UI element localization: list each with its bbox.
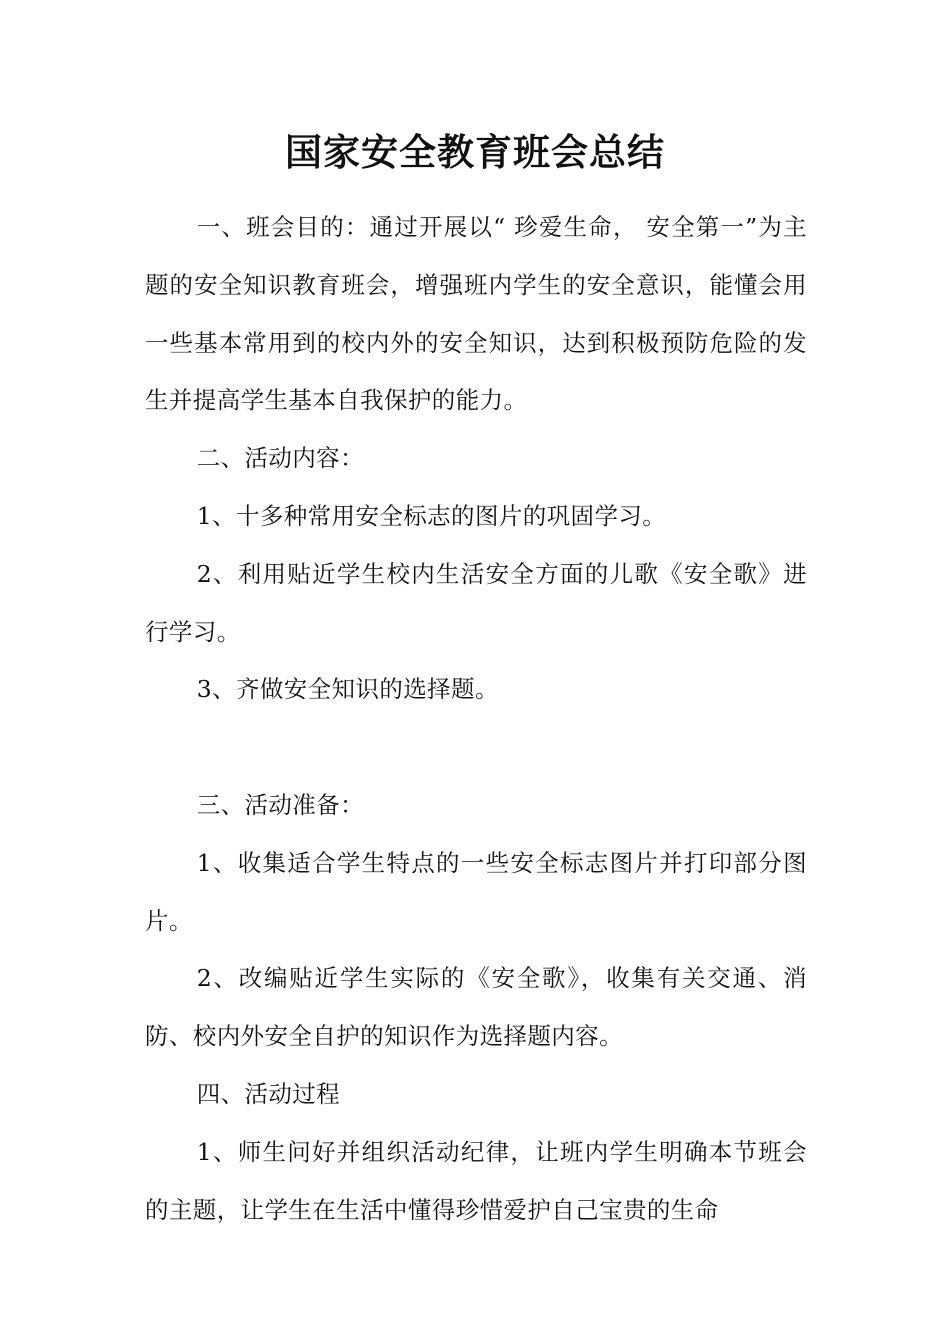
list-item-preparation-1: 1、收集适合学生特点的一些安全标志图片并打印部分图片。 <box>145 848 807 935</box>
list-item-process-1: 1、师生问好并组织活动纪律，让班内学生明确本节班会的主题，让学生在生活中懂得珍惜爱护自己宝贵的生命 <box>145 1137 807 1224</box>
document-title: 国家安全教育班会总结 <box>285 131 665 174</box>
heading-activity-process: 四、活动过程 <box>196 1079 341 1108</box>
heading-activity-preparation: 三、活动准备： <box>196 790 364 819</box>
list-item-content-2: 2、利用贴近学生校内生活安全方面的儿歌《安全歌》进行学习。 <box>145 559 807 646</box>
document-body <box>145 199 807 1239</box>
list-item-content-1: 1、十多种常用安全标志的图片的巩固学习。 <box>196 501 667 530</box>
blank-line <box>145 719 807 777</box>
list-item-preparation-2: 2、改编贴近学生实际的《安全歌》，收集有关交通、消防、校内外安全自护的知识作为选择题内容。 <box>145 964 807 1051</box>
paragraph-purpose: 一、班会目的：通过开展以“ 珍爱生命， 安全第一”为主题的安全知识教育班会，增强班内学生的安全意识，能懂会用一些基本常用到的校内外的安全知识，达到积极预防危险的发生并提高学生基本自我保护的能力。 <box>145 213 807 415</box>
list-item-content-3: 3、齐做安全知识的选择题。 <box>196 675 499 704</box>
heading-activity-content: 二、活动内容： <box>196 444 364 473</box>
